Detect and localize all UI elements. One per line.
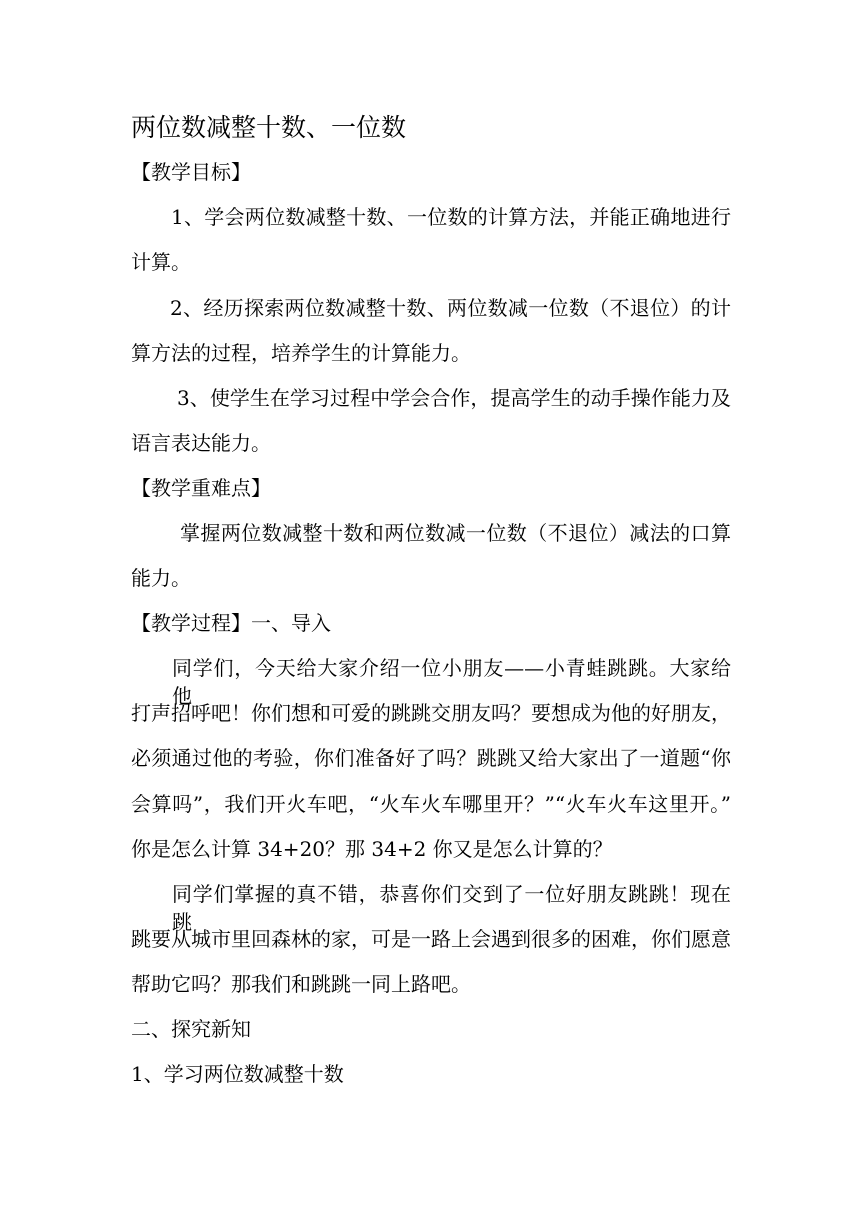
transition-paragraph-line-1: 同学们掌握的真不错，恭喜你们交到了一位好朋友跳跳！现在跳 (172, 882, 731, 934)
intro-paragraph-line-1: 同学们，今天给大家介绍一位小朋友——小青蛙跳跳。大家给他 (172, 656, 731, 708)
intro-paragraph-line-2: 打声招呼吧！你们想和可爱的跳跳交朋友吗？要想成为他的好朋友， (131, 701, 731, 725)
objective-2-line-1: 2、经历探索两位数减整十数、两位数减一位数（不退位）的计 (170, 296, 731, 320)
section-heading-process: 【教学过程】一、导入 (131, 611, 331, 635)
section-heading-key-points: 【教学重难点】 (131, 476, 271, 500)
objective-3-line-2: 语言表达能力。 (131, 431, 271, 455)
key-points-line-2: 能力。 (131, 566, 191, 590)
objective-2-line-2: 算方法的过程，培养学生的计算能力。 (131, 341, 471, 365)
objective-3-line-1: 3、使学生在学习过程中学会合作，提高学生的动手操作能力及 (177, 386, 731, 410)
section-heading-objectives: 【教学目标】 (131, 160, 251, 184)
objective-1-line-1: 1、学会两位数减整十数、一位数的计算方法，并能正确地进行 (171, 205, 731, 229)
intro-paragraph-line-3: 必须通过他的考验，你们准备好了吗？跳跳又给大家出了一道题“你 (131, 746, 731, 770)
document-title: 两位数减整十数、一位数 (131, 113, 407, 142)
key-points-line-1: 掌握两位数减整十数和两位数减一位数（不退位）减法的口算 (180, 521, 731, 545)
intro-paragraph-line-5: 你是怎么计算 34+20？那 34+2 你又是怎么计算的？ (131, 837, 613, 861)
subsection-heading-1: 1、学习两位数减整十数 (131, 1062, 344, 1086)
section-heading-explore: 二、探究新知 (131, 1017, 251, 1041)
objective-1-line-2: 计算。 (131, 250, 191, 274)
transition-paragraph-line-3: 帮助它吗？那我们和跳跳一同上路吧。 (131, 972, 471, 996)
intro-paragraph-line-4: 会算吗”，我们开火车吧，“火车火车哪里开？”“火车火车这里开。” (131, 792, 731, 816)
transition-paragraph-line-2: 跳要从城市里回森林的家，可是一路上会遇到很多的困难，你们愿意 (131, 927, 731, 951)
